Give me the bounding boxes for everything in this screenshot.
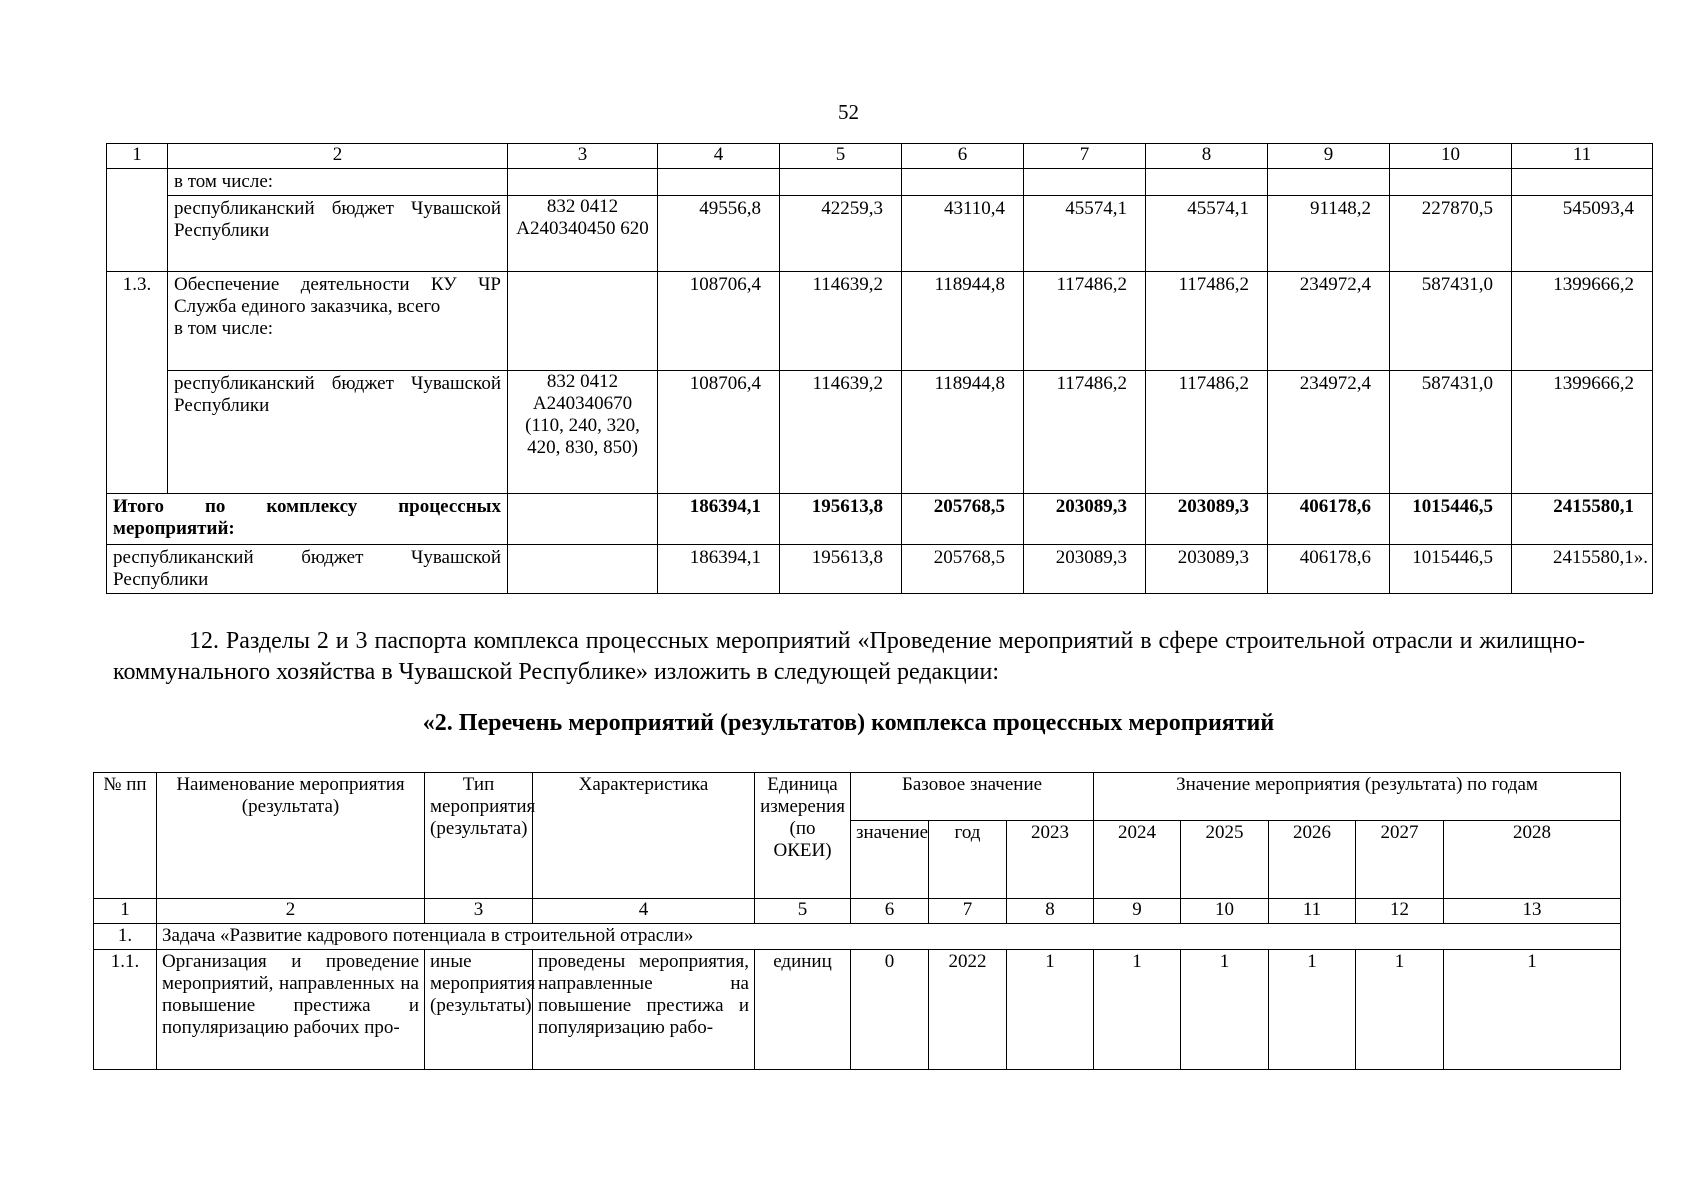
year-value: 1 xyxy=(1444,950,1621,1070)
col-number: 1 xyxy=(94,899,157,924)
total-value: 205768,5 xyxy=(902,494,1024,545)
total-value: 203089,3 xyxy=(1146,494,1268,545)
value-cell: 195613,8 xyxy=(780,545,902,594)
col-number: 13 xyxy=(1444,899,1621,924)
table-row xyxy=(107,169,1653,196)
row-label xyxy=(168,272,508,371)
value-cell: 1015446,5 xyxy=(1390,545,1512,594)
col-number: 5 xyxy=(780,144,902,169)
col-number: 12 xyxy=(1356,899,1444,924)
col-number: 11 xyxy=(1512,144,1653,169)
measure-unit: единиц xyxy=(755,950,851,1070)
total-value: 2415580,1 xyxy=(1512,494,1653,545)
value-cell: 587431,0 xyxy=(1390,272,1512,371)
year-value: 1 xyxy=(1269,950,1356,1070)
header-base: Базовое значение xyxy=(851,773,1094,821)
measure-type: иные мероприятия (результаты) xyxy=(425,950,533,1070)
table-row xyxy=(107,196,1653,272)
value-cell: 406178,6 xyxy=(1268,545,1390,594)
col-number: 7 xyxy=(929,899,1007,924)
budget-code: 832 0412 А240340450 620 xyxy=(508,196,658,272)
value-cell: 114639,2 xyxy=(780,272,902,371)
header-num: № пп xyxy=(94,773,157,899)
col-number: 9 xyxy=(1094,899,1181,924)
year-value: 1 xyxy=(1356,950,1444,1070)
total-value: 203089,3 xyxy=(1024,494,1146,545)
total-value: 186394,1 xyxy=(658,494,780,545)
value-cell: 118944,8 xyxy=(902,371,1024,494)
section-title: «2. Перечень мероприятий (результатов) комплекса процессных мероприятий xyxy=(422,710,1275,736)
value-cell: 118944,8 xyxy=(902,272,1024,371)
header-base-value: значение xyxy=(851,821,929,899)
header-name: Наименование мероприятия (результата) xyxy=(157,773,425,899)
header-by-years: Значение мероприятия (результата) по годам xyxy=(1094,773,1621,821)
value-cell: 43110,4 xyxy=(902,196,1024,272)
value-cell: 1399666,2 xyxy=(1512,371,1653,494)
col-number: 7 xyxy=(1024,144,1146,169)
row-label: республиканский бюджет Чувашской Республики xyxy=(168,371,508,494)
col-number: 2 xyxy=(157,899,425,924)
header-year: 2028 xyxy=(1444,821,1621,899)
total-value: 195613,8 xyxy=(780,494,902,545)
header-year: 2023 xyxy=(1007,821,1094,899)
table-header-row xyxy=(107,144,1653,169)
value-cell: 234972,4 xyxy=(1268,371,1390,494)
row-label: республиканский бюджет Чувашской Республики xyxy=(107,545,508,594)
value-cell: 2415580,1». xyxy=(1512,545,1653,594)
year-value: 1 xyxy=(1094,950,1181,1070)
col-number: 6 xyxy=(851,899,929,924)
row-label-sub: в том числе: xyxy=(174,318,274,339)
col-number: 3 xyxy=(508,144,658,169)
col-number: 11 xyxy=(1269,899,1356,924)
header-year: 2025 xyxy=(1181,821,1269,899)
value-cell: 1399666,2 xyxy=(1512,272,1653,371)
year-value: 1 xyxy=(1007,950,1094,1070)
header-base-year: год xyxy=(929,821,1007,899)
page-number: 52 xyxy=(838,100,859,124)
total-value: 406178,6 xyxy=(1268,494,1390,545)
value-cell: 45574,1 xyxy=(1146,196,1268,272)
header-characteristic: Характеристика xyxy=(533,773,755,899)
row-number-cell xyxy=(107,169,168,272)
value-cell: 117486,2 xyxy=(1024,371,1146,494)
value-cell: 203089,3 xyxy=(1024,545,1146,594)
measure-characteristic: проведены мероприятия, направленные на повышение престижа и популяризацию рабо- xyxy=(533,950,755,1070)
value-cell: 108706,4 xyxy=(658,272,780,371)
total-row xyxy=(107,494,1653,545)
value-cell: 45574,1 xyxy=(1024,196,1146,272)
value-cell: 117486,2 xyxy=(1146,371,1268,494)
budget-code: 832 0412 А240340670 (110, 240, 320, 420, 830, 850) xyxy=(508,371,658,494)
header-year: 2024 xyxy=(1094,821,1181,899)
column-numbers-row xyxy=(94,899,1621,924)
header-year: 2026 xyxy=(1269,821,1356,899)
value-cell: 227870,5 xyxy=(1390,196,1512,272)
col-number: 6 xyxy=(902,144,1024,169)
value-cell: 42259,3 xyxy=(780,196,902,272)
table-row xyxy=(107,545,1653,594)
value-cell: 203089,3 xyxy=(1146,545,1268,594)
value-cell: 587431,0 xyxy=(1390,371,1512,494)
value-cell: 545093,4 xyxy=(1512,196,1653,272)
row-label: в том числе: xyxy=(168,169,508,196)
col-number: 4 xyxy=(533,899,755,924)
task-number: 1. xyxy=(94,924,157,950)
task-text: Задача «Развитие кадрового потенциала в строительной отрасли» xyxy=(157,924,1621,950)
table-header-row xyxy=(94,773,1621,821)
header-unit: Единица измерения (по ОКЕИ) xyxy=(755,773,851,899)
year-value: 1 xyxy=(1181,950,1269,1070)
value-cell: 49556,8 xyxy=(658,196,780,272)
value-cell: 186394,1 xyxy=(658,545,780,594)
col-number: 2 xyxy=(168,144,508,169)
col-number: 8 xyxy=(1007,899,1094,924)
total-label: Итого по комплексу процессных мероприятий: xyxy=(107,494,508,545)
table-row xyxy=(107,272,1653,371)
budget-table xyxy=(106,143,1653,594)
table-row xyxy=(94,950,1621,1070)
measure-name: Организация и проведение мероприятий, направленных на повышение престижа и популяризацию рабочих про- xyxy=(157,950,425,1070)
table-row xyxy=(107,371,1653,494)
col-number: 3 xyxy=(425,899,533,924)
total-value: 1015446,5 xyxy=(1390,494,1512,545)
header-year: 2027 xyxy=(1356,821,1444,899)
col-number: 10 xyxy=(1181,899,1269,924)
task-row xyxy=(94,924,1621,950)
col-number: 1 xyxy=(107,144,168,169)
value-cell: 91148,2 xyxy=(1268,196,1390,272)
base-value: 0 xyxy=(851,950,929,1070)
value-cell: 117486,2 xyxy=(1146,272,1268,371)
header-type: Тип мероприятия (результата) xyxy=(425,773,533,899)
col-number: 10 xyxy=(1390,144,1512,169)
row-number: 1.3. xyxy=(107,272,168,494)
value-cell: 234972,4 xyxy=(1268,272,1390,371)
row-number: 1.1. xyxy=(94,950,157,1070)
col-number: 8 xyxy=(1146,144,1268,169)
base-year: 2022 xyxy=(929,950,1007,1070)
value-cell: 117486,2 xyxy=(1024,272,1146,371)
body-paragraph: 12. Разделы 2 и 3 паспорта комплекса процессных мероприятий «Проведение мероприятий в сфере строительной отрасли и жилищно-коммунального хозяйства в Чувашской Республике» изложить в следующей редакции: xyxy=(113,628,1585,685)
col-number: 5 xyxy=(755,899,851,924)
row-label: республиканский бюджет Чувашской Республики xyxy=(168,196,508,272)
value-cell: 108706,4 xyxy=(658,371,780,494)
col-number: 9 xyxy=(1268,144,1390,169)
row-label-text: Обеспечение деятельности КУ ЧР Служба единого заказчика, всего xyxy=(174,274,501,317)
value-cell: 205768,5 xyxy=(902,545,1024,594)
col-number: 4 xyxy=(658,144,780,169)
value-cell: 114639,2 xyxy=(780,371,902,494)
measures-table xyxy=(93,772,1621,1070)
